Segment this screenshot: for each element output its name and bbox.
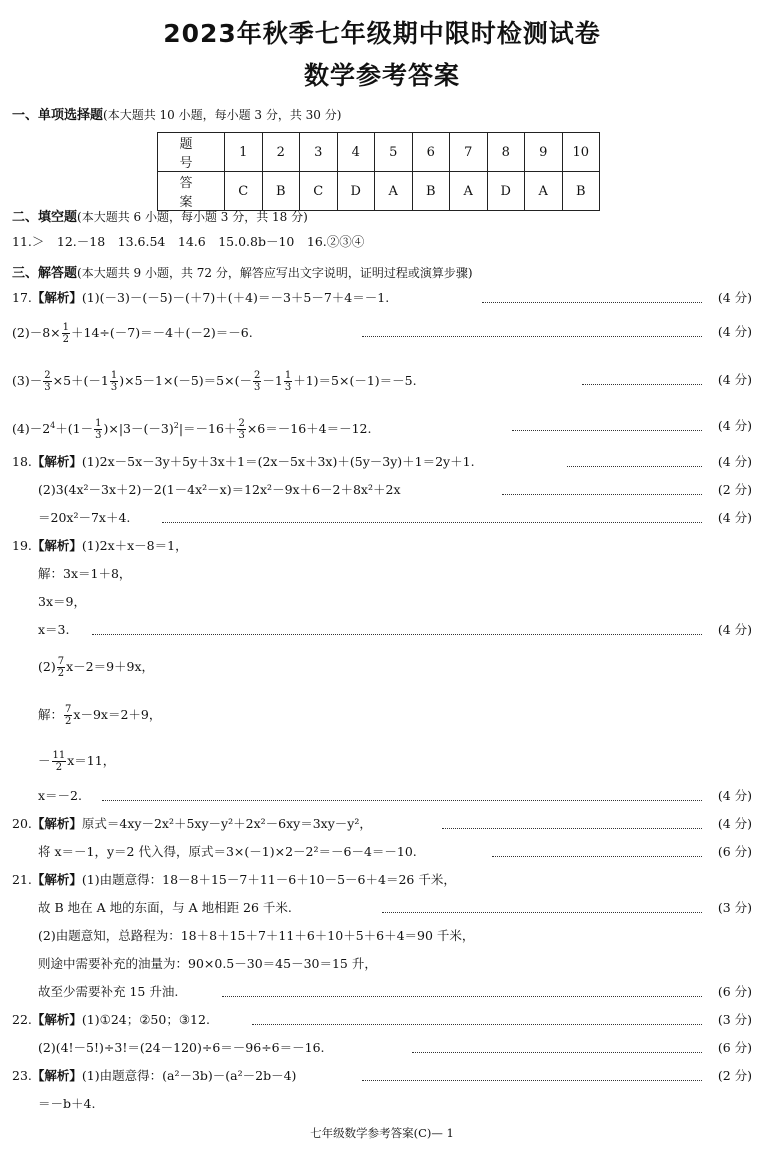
- table-row-numbers: 题 号 1 2 3 4 5 6 7 8 9 10: [158, 133, 600, 172]
- table-header-answer: 答 案: [158, 172, 225, 211]
- section2-heading: 二、填空题(本大题共 6 小题，每小题 3 分，共 18 分): [12, 210, 308, 225]
- section1-heading: 一、单项选择题(本大题共 10 小题，每小题 3 分，共 30 分): [12, 108, 342, 123]
- section3-heading: 三、解答题(本大题共 9 小题，共 72 分，解答应写出文字说明，证明过程或演算步骤): [12, 266, 473, 281]
- table-header-number: 题 号: [158, 133, 225, 172]
- table-row-answers: 答 案 C B C D A B A D A B: [158, 172, 600, 211]
- answer-table: [157, 132, 600, 211]
- page-title: 2023年秋季七年级期中限时检测试卷: [163, 19, 601, 48]
- page-footer: 七年级数学参考答案(C)— 1: [310, 1126, 454, 1140]
- page-subtitle: 数学参考答案: [303, 61, 460, 90]
